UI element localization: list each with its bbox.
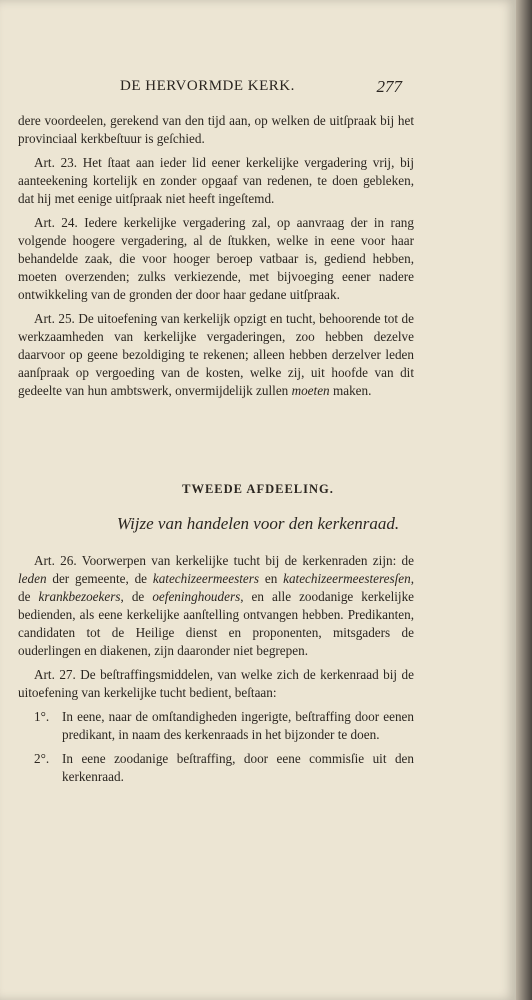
list-item xyxy=(18,750,414,786)
page-header xyxy=(110,78,410,100)
text-block-lower xyxy=(18,552,414,792)
list-text: In eene, naar de omſtandigheden ingerigte, beſtraffing door eenen predikant, in naam des kerkenraads in het bijzonder te doen. xyxy=(62,709,414,742)
text-block-upper xyxy=(18,112,414,406)
article-27: Art. 27. De beſtraffingsmiddelen, van welke zich de kerkenraad bij de uitoefening van kerkelijke tucht bedient, beſtaan: xyxy=(18,667,414,700)
section-heading: TWEEDE AFDEELING. xyxy=(182,482,334,496)
article-25: Art. 25. De uitoefening van kerkelijk opzigt en tucht, behoorende tot de werkzaamheden van kerkelijke vergaderingen, zoo hebben dezelve daarvoor op geene bezoldiging te rekenen; alleen hebben derzelver leden aanſpraak op vergoeding van de kosten, welke zij, uit hoofde van dit gedeelte van hun ambtswerk, onvermijdelijk zullen moeten maken. xyxy=(18,311,414,398)
list-text: In eene zoodanige beſtraffing, door eene commisſie uit den kerkenraad. xyxy=(62,751,414,784)
article-26: Art. 26. Voorwerpen van kerkelijke tucht bij de kerkenraden zijn: de leden der gemeente, de katechizeermeesters en katechizeermeesteresſen, de krankbezoekers, de oefeninghouders, en alle zoodanige kerkelijke bedienden, als eene kerkelijke aanſtelling ontvangen hebben. Predikanten, candidaten tot de Heilige dienst en proponenten, mitsgaders de ouderlingen en diakenen, zijn daaronder niet begrepen. xyxy=(18,553,415,658)
section-title: Wijze van handelen voor den kerkenraad. xyxy=(116,514,400,533)
article-24: Art. 24. Iedere kerkelijke vergadering zal, op aanvraag der in rang volgende hoogere vergadering, al de ſtukken, welke in eene voor haar behandelde zaak, die voor hooger beroep vatbaar is, gediend hebben, moeten overzenden; zulks verkiezende, met bijvoeging eener nadere ontwikkeling van de gronden der door haar gedane uitſpraak. xyxy=(18,215,414,302)
emphasis-moeten: moeten xyxy=(291,383,330,398)
book-edge xyxy=(516,0,532,1000)
list-item xyxy=(18,708,414,744)
list-number: 2°. xyxy=(34,751,50,766)
article-23: Art. 23. Het ſtaat aan ieder lid eener kerkelijke vergadering vrij, bij aanteekening kortelijk en zonder opgaaf van redenen, te doen gebleken, dat hij met eenige uitſpraak niet heeft ingeſtemd. xyxy=(18,155,414,206)
running-title: DE HERVORMDE KERK. xyxy=(120,78,295,94)
intro-paragraph: dere voordeelen, gerekend van den tijd aan, op welken de uitſpraak bij het provinciaal kerkbeſtuur is geſchied. xyxy=(18,113,414,146)
list-number: 1°. xyxy=(34,709,50,724)
page-number: 277 xyxy=(376,77,402,96)
